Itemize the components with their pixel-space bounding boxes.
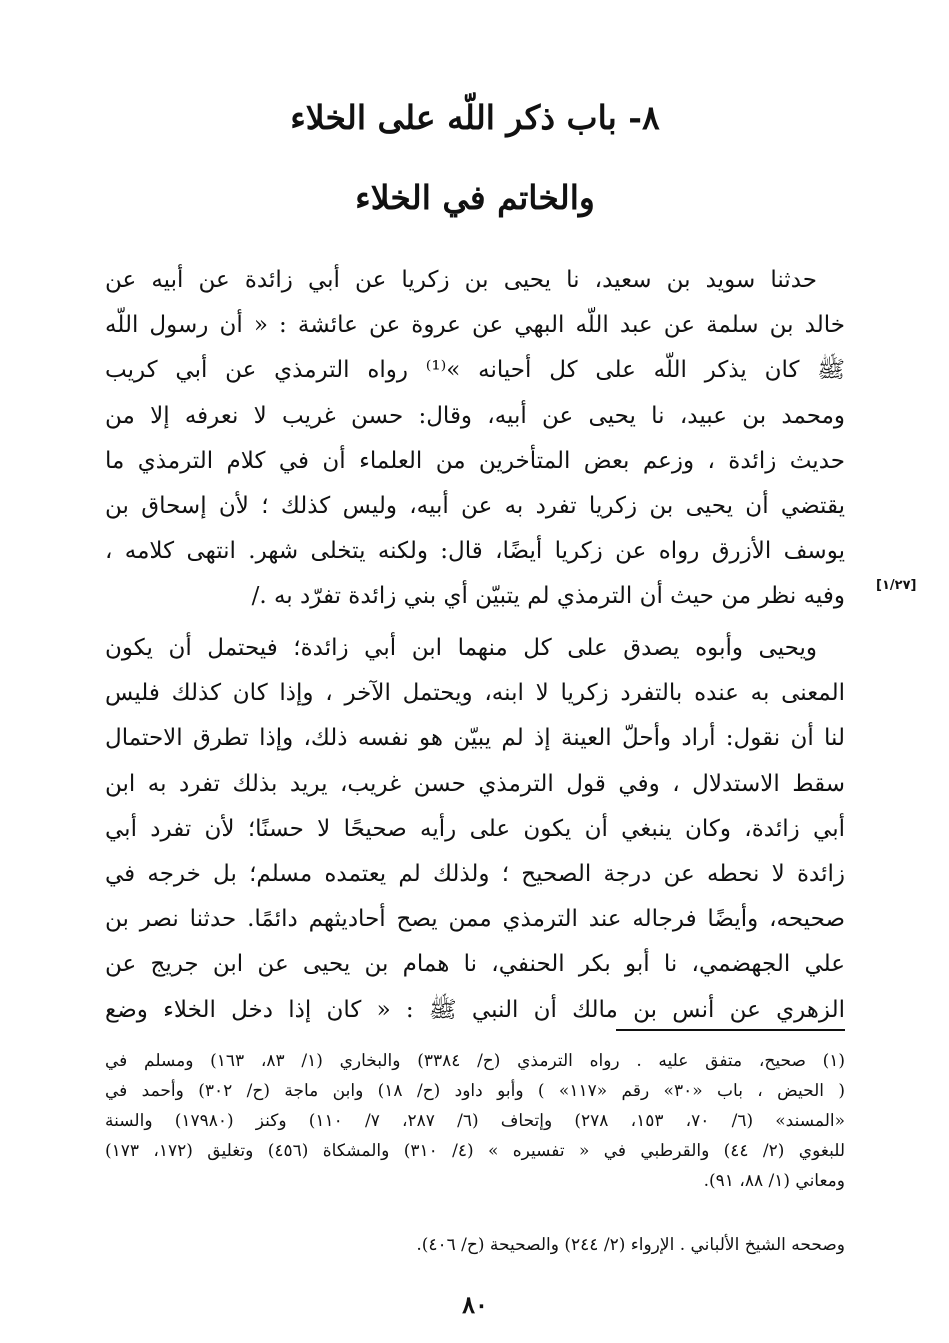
footnote-2 xyxy=(105,1230,845,1260)
footnote-separator xyxy=(616,1029,845,1031)
text-line: الزهري عن أنس بن مالك أن النبي ﷺ : « كان إذا دخل الخلاء وضع xyxy=(105,996,845,1023)
paragraph-1 xyxy=(105,258,845,620)
footnote-line: «المسند» (٦/ ٧٠، ١٥٣، ٢٧٨) وإتحاف (٦/ ٢٨٧، ٧/ ١١٠) وكنز (١٧٩٨٠) والسنة xyxy=(105,1111,845,1131)
page-number: ٨٠ xyxy=(462,1290,488,1319)
footnote-line: (١) صحيح، متفق عليه . رواه الترمذي (ح/ ٣٣٨٤) والبخاري (١/ ٨٣، ١٦٣) ومسلم في xyxy=(105,1051,845,1071)
footnote-line: وصححه الشيخ الألباني . الإرواء (٢/ ٢٤٤) والصحيحة (ح/ ٤٠٦). xyxy=(416,1235,845,1255)
text-line: حديث زائدة ، وزعم بعض المتأخرين من العلماء أن في كلام الترمذي ما xyxy=(105,447,845,474)
manuscript-folio-marker: [١/٢٧] xyxy=(876,578,917,593)
text-line: خالد بن سلمة عن عبد اللّه البهي عن عروة عن عائشة : « أن رسول اللّه xyxy=(105,312,845,339)
text-line: المعنى به عنده بالتفرد زكريا لا ابنه، ويحتمل الآخر ، وإذا كان كذلك فليس xyxy=(105,680,845,707)
footnote-line: للبغوي (٢/ ٤٤) والقرطبي في « تفسيره » (٤/ ٣١٠) والمشكاة (٤٥٦) وتغليق (١٧٢، ١٧٣) xyxy=(105,1141,845,1161)
text-line: يقتضي أن يحيى بن زكريا تفرد به عن أبيه، وليس كذلك ؛ لأن إسحاق بن xyxy=(105,492,845,519)
text-line: أبي زائدة، وكان ينبغي أن يكون على رأيه صحيحًا لا حسنًا؛ لأن تفرد أبي xyxy=(105,815,845,842)
text-line: ﷺ كان يذكر اللّه على كل أحيانه »⁽¹⁾ رواه الترمذي عن أبي كريب xyxy=(105,357,845,384)
footnote-1 xyxy=(105,1046,845,1196)
text-line: صحيحه، وأيضًا فرجاله عند الترمذي ممن يصح أحاديثهم دائمًا. حدثنا نصر بن xyxy=(105,906,845,933)
paragraph-2 xyxy=(105,626,845,1033)
text-line: حدثنا سويد بن سعيد، نا يحيى بن زكريا عن أبي زائدة عن أبيه عن xyxy=(105,267,817,293)
footnote-line: ومعاني (١/ ٨٨، ٩١). xyxy=(703,1171,845,1191)
text-line: يوسف الأزرق رواه عن زكريا أيضًا، قال: ولكنه يتخلى شهر. انتهى كلامه ، xyxy=(105,538,845,565)
text-line: علي الجهضمي، نا أبو بكر الحنفي، نا همام بن يحيى عن ابن جريج عن xyxy=(105,951,845,978)
chapter-subtitle: والخاتم في الخلاء xyxy=(355,178,595,217)
text-line: لنا أن نقول: أراد وأحلّ العينة إذ لم يبيّن هو نفسه ذلك، وإذا تطرق الاحتمال xyxy=(105,725,845,752)
chapter-title: ٨- باب ذكر اللّه على الخلاء xyxy=(290,98,660,137)
text-line: زائدة لا نحطه عن درجة الصحيح ؛ ولذلك لم يعتمده مسلم؛ بل خرجه في xyxy=(105,860,845,887)
text-line: وفيه نظر من حيث أن الترمذي لم يتبيّن أي بني زائدة تفرّد به ./ xyxy=(251,583,845,610)
text-line: ويحيى وأبوه يصدق على كل منهما ابن أبي زائدة؛ فيحتمل أن يكون xyxy=(105,635,817,661)
text-line: ومحمد بن عبيد، نا يحيى عن أبيه، وقال: حسن غريب لا نعرفه إلا من xyxy=(105,402,845,429)
text-line: سقط الاستدلال ، وفي قول الترمذي حسن غريب، يريد بذلك تفرد به ابن xyxy=(105,770,845,797)
footnote-line: ( الحيض ، باب «٣٠» رقم «١١٧» ) وأبو داود (ح/ ١٨) وابن ماجة (ح/ ٣٠٢) وأحمد في xyxy=(105,1081,845,1101)
